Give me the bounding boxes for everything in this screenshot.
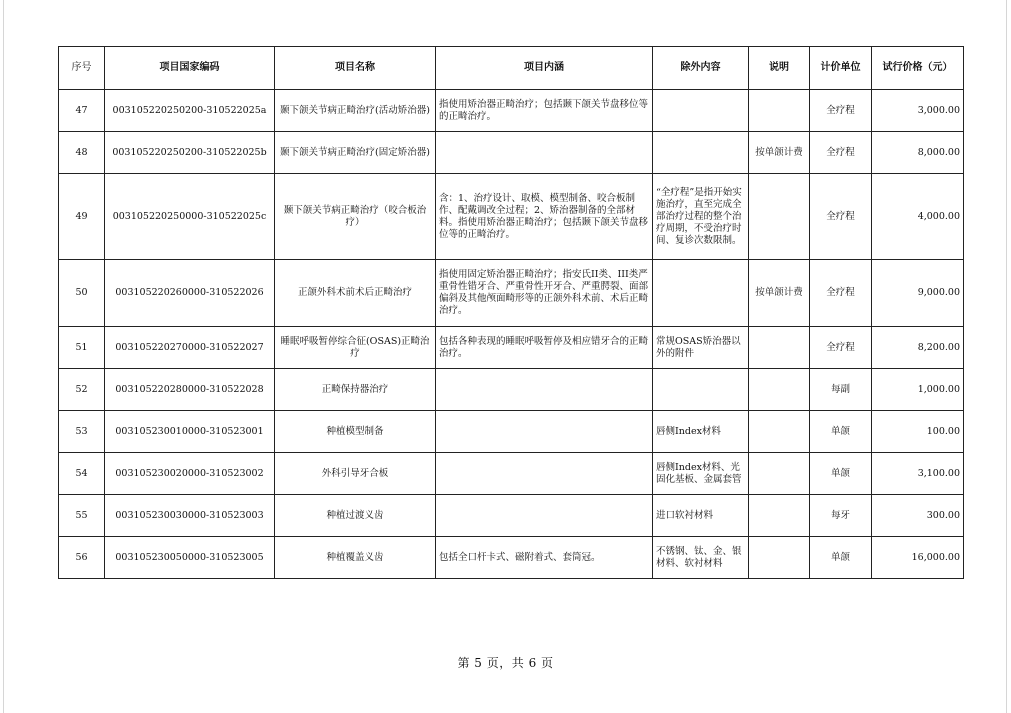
table-row bbox=[59, 411, 964, 453]
cell-no: 53 bbox=[59, 411, 105, 453]
cell-excluded: 唇侧Index材料、光固化基板、金属套管 bbox=[653, 453, 749, 495]
cell-note bbox=[749, 174, 810, 260]
cell-price: 4,000.00 bbox=[872, 174, 964, 260]
cell-price: 100.00 bbox=[872, 411, 964, 453]
cell-content: 指使用矫治器正畸治疗；包括颞下颌关节盘移位等的正畸治疗。 bbox=[436, 90, 653, 132]
header-code: 项目国家编码 bbox=[105, 47, 275, 90]
cell-price: 3,000.00 bbox=[872, 90, 964, 132]
cell-no: 56 bbox=[59, 537, 105, 579]
cell-code: 003105230030000-310523003 bbox=[105, 495, 275, 537]
cell-unit: 每副 bbox=[810, 369, 872, 411]
cell-unit: 全疗程 bbox=[810, 132, 872, 174]
cell-unit: 单颌 bbox=[810, 537, 872, 579]
cell-excluded bbox=[653, 90, 749, 132]
cell-note bbox=[749, 90, 810, 132]
cell-content: 包括各种表现的睡眠呼吸暂停及相应错牙合的正畸治疗。 bbox=[436, 327, 653, 369]
cell-code: 003105220260000-310522026 bbox=[105, 260, 275, 327]
cell-name: 种植覆盖义齿 bbox=[275, 537, 436, 579]
cell-unit: 全疗程 bbox=[810, 260, 872, 327]
cell-content bbox=[436, 132, 653, 174]
cell-note bbox=[749, 537, 810, 579]
table-row bbox=[59, 495, 964, 537]
cell-name: 外科引导牙合板 bbox=[275, 453, 436, 495]
cell-excluded bbox=[653, 132, 749, 174]
cell-unit: 全疗程 bbox=[810, 327, 872, 369]
table-row bbox=[59, 327, 964, 369]
cell-code: 003105220250200-310522025a bbox=[105, 90, 275, 132]
cell-content: 包括全口杆卡式、磁附着式、套筒冠。 bbox=[436, 537, 653, 579]
cell-note bbox=[749, 495, 810, 537]
page-right-rule bbox=[1006, 0, 1007, 713]
fee-table bbox=[58, 46, 964, 579]
cell-excluded: “全疗程”是指开始实施治疗，直至完成全部治疗过程的整个治疗周期，不受治疗时间、复诊次数限制。 bbox=[653, 174, 749, 260]
cell-excluded: 常规OSAS矫治器以外的附件 bbox=[653, 327, 749, 369]
cell-excluded: 唇侧Index材料 bbox=[653, 411, 749, 453]
table-row bbox=[59, 369, 964, 411]
cell-no: 47 bbox=[59, 90, 105, 132]
cell-price: 8,200.00 bbox=[872, 327, 964, 369]
cell-code: 003105220250000-310522025c bbox=[105, 174, 275, 260]
header-note: 说明 bbox=[749, 47, 810, 90]
cell-no: 48 bbox=[59, 132, 105, 174]
cell-price: 8,000.00 bbox=[872, 132, 964, 174]
cell-no: 49 bbox=[59, 174, 105, 260]
cell-price: 300.00 bbox=[872, 495, 964, 537]
cell-content: 含：1、治疗设计、取模、模型制备、咬合板制作、配戴调改全过程；2、矫治器制备的全部材料。指使用矫治器正畸治疗；包括颞下颌关节盘移位等的正畸治疗。 bbox=[436, 174, 653, 260]
page-footer: 第 5 页，共 6 页 bbox=[457, 656, 554, 670]
cell-price: 16,000.00 bbox=[872, 537, 964, 579]
cell-price: 1,000.00 bbox=[872, 369, 964, 411]
cell-no: 51 bbox=[59, 327, 105, 369]
header-no: 序号 bbox=[59, 47, 105, 90]
table-header-row bbox=[59, 47, 964, 90]
cell-note: 按单颌计费 bbox=[749, 132, 810, 174]
cell-code: 003105230050000-310523005 bbox=[105, 537, 275, 579]
cell-name: 颞下颌关节病正畸治疗(活动矫治器) bbox=[275, 90, 436, 132]
header-content: 项目内涵 bbox=[436, 47, 653, 90]
cell-code: 003105220280000-310522028 bbox=[105, 369, 275, 411]
cell-code: 003105230010000-310523001 bbox=[105, 411, 275, 453]
cell-code: 003105220270000-310522027 bbox=[105, 327, 275, 369]
table-row bbox=[59, 260, 964, 327]
cell-name: 正畸保持器治疗 bbox=[275, 369, 436, 411]
cell-unit: 全疗程 bbox=[810, 90, 872, 132]
cell-name: 正颌外科术前术后正畸治疗 bbox=[275, 260, 436, 327]
cell-content bbox=[436, 495, 653, 537]
cell-excluded bbox=[653, 369, 749, 411]
cell-content bbox=[436, 369, 653, 411]
cell-excluded: 进口软衬材料 bbox=[653, 495, 749, 537]
cell-unit: 单颌 bbox=[810, 411, 872, 453]
header-name: 项目名称 bbox=[275, 47, 436, 90]
cell-note: 按单颌计费 bbox=[749, 260, 810, 327]
cell-unit: 单颌 bbox=[810, 453, 872, 495]
cell-unit: 全疗程 bbox=[810, 174, 872, 260]
cell-note bbox=[749, 411, 810, 453]
header-unit: 计价单位 bbox=[810, 47, 872, 90]
cell-content bbox=[436, 453, 653, 495]
table-row bbox=[59, 90, 964, 132]
cell-price: 9,000.00 bbox=[872, 260, 964, 327]
page-left-rule bbox=[3, 0, 4, 713]
cell-name: 睡眠呼吸暂停综合征(OSAS)正畸治疗 bbox=[275, 327, 436, 369]
table-row bbox=[59, 537, 964, 579]
cell-content: 指使用固定矫治器正畸治疗；指安氏II类、III类严重骨性错牙合、严重骨性开牙合、严重腭裂、面部偏斜及其他颅面畸形等的正颌外科术前、术后正畸治疗。 bbox=[436, 260, 653, 327]
cell-no: 50 bbox=[59, 260, 105, 327]
cell-note bbox=[749, 369, 810, 411]
cell-no: 52 bbox=[59, 369, 105, 411]
cell-excluded: 不锈钢、钛、金、银材料、软衬材料 bbox=[653, 537, 749, 579]
cell-code: 003105230020000-310523002 bbox=[105, 453, 275, 495]
table-row bbox=[59, 132, 964, 174]
cell-note bbox=[749, 453, 810, 495]
cell-name: 种植模型制备 bbox=[275, 411, 436, 453]
table-row bbox=[59, 174, 964, 260]
cell-no: 55 bbox=[59, 495, 105, 537]
cell-excluded bbox=[653, 260, 749, 327]
cell-note bbox=[749, 327, 810, 369]
cell-unit: 每牙 bbox=[810, 495, 872, 537]
cell-code: 003105220250200-310522025b bbox=[105, 132, 275, 174]
cell-price: 3,100.00 bbox=[872, 453, 964, 495]
table-row bbox=[59, 453, 964, 495]
cell-name: 种植过渡义齿 bbox=[275, 495, 436, 537]
cell-no: 54 bbox=[59, 453, 105, 495]
header-excluded: 除外内容 bbox=[653, 47, 749, 90]
cell-name: 颞下颌关节病正畸治疗(固定矫治器) bbox=[275, 132, 436, 174]
cell-content bbox=[436, 411, 653, 453]
cell-name: 颞下颌关节病正畸治疗（咬合板治疗） bbox=[275, 174, 436, 260]
header-price: 试行价格（元） bbox=[872, 47, 964, 90]
